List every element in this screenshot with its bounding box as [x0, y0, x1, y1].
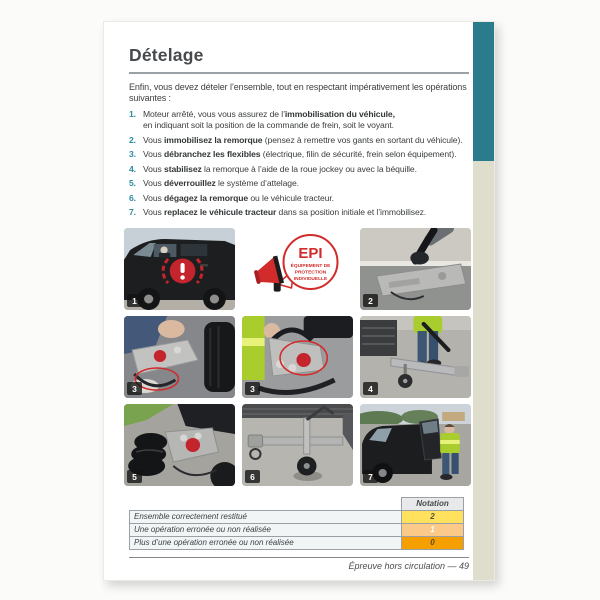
notation-value-2: 0 — [402, 536, 464, 549]
epi-title: EPI — [298, 245, 323, 262]
step-text: ou le véhicule tracteur. — [248, 192, 334, 203]
step-2-text — [143, 135, 463, 146]
megaphone-icon — [252, 256, 286, 297]
step-6-text — [143, 193, 334, 204]
title-underline — [129, 72, 469, 74]
photo-step-7 — [360, 404, 471, 486]
step-4-number: 4. — [129, 163, 136, 174]
photo-number-badge: 4 — [363, 382, 378, 395]
step-text-bold: dégagez la remorque — [164, 192, 249, 203]
manual-page — [103, 21, 495, 581]
step-1-text — [143, 109, 395, 131]
photo-number-badge: 1 — [127, 294, 142, 307]
photo-number-badge: 6 — [245, 470, 260, 483]
page-edge-strip — [473, 22, 494, 580]
steps-list — [129, 109, 469, 218]
photo-number-badge: 5 — [127, 470, 142, 483]
chapter-color-tab — [473, 22, 494, 161]
notation-row-3 — [130, 536, 464, 549]
intro-paragraph — [129, 82, 469, 104]
intro-line-1: Enfin, vous devez dételer l’ensemble, tout en respectant impérativement les opérations — [129, 82, 467, 92]
step-6 — [129, 193, 469, 204]
notation-value-0: 2 — [402, 510, 464, 523]
photo-number-badge: 3 — [245, 382, 260, 395]
notation-value-1: 1 — [402, 523, 464, 536]
notation-header-cell: Notation — [402, 498, 464, 511]
step-text: Vous — [143, 207, 165, 217]
step-text: Moteur arrêté, vous vous assurez de l’ — [143, 109, 285, 119]
notation-label-1: Ensemble correctement restitué — [130, 510, 402, 523]
step-text: (pensez à remettre vos gants en sortant du véhicule). — [262, 134, 463, 145]
notation-row-1 — [130, 510, 464, 523]
photo-step-1 — [124, 228, 235, 310]
step-text-bold: immobilisez la remorque — [164, 134, 263, 145]
epi-line-1: ÉQUIPEMENT DE — [290, 264, 331, 269]
step-6-number: 6. — [129, 192, 136, 203]
page-content — [129, 22, 469, 571]
step-text-bold: stabilisez — [164, 163, 202, 174]
epi-logo — [242, 228, 353, 310]
intro-line-2: suivantes : — [129, 93, 171, 103]
step-text: Vous — [143, 192, 165, 203]
step-1 — [129, 109, 469, 131]
step-text: (électrique, filin de sécurité, frein selon équipement). — [260, 149, 457, 159]
step-1-line-2: en indiquant soit la position de la commande de frein, soit le voyant. — [143, 120, 394, 130]
epi-line-2: PROTECTION — [294, 270, 327, 276]
step-text-bold: replacez le véhicule tracteur — [164, 207, 277, 217]
photo-number-badge: 7 — [363, 470, 378, 483]
step-7-number: 7. — [129, 207, 136, 217]
step-2 — [129, 135, 469, 146]
step-text: Vous — [143, 149, 165, 159]
step-text: Vous — [143, 134, 165, 145]
notation-header-spacer — [130, 498, 402, 511]
notation-header-row — [130, 498, 464, 511]
step-text-bold: immobilisation du véhicule, — [284, 109, 395, 119]
photo-step-3a — [124, 316, 235, 398]
step-text-bold: déverrouillez — [164, 178, 216, 188]
photo-step-3b — [242, 316, 353, 398]
step-text: la remorque à l’aide de la roue jockey ou avec la béquille. — [201, 163, 417, 174]
photo-step-6 — [242, 404, 353, 486]
epi-logo-cell — [242, 228, 353, 310]
photo-number-badge: 3 — [127, 382, 142, 395]
step-5-number: 5. — [129, 178, 136, 188]
page-footer: Épreuve hors circulation — 49 — [129, 557, 469, 571]
step-3 — [129, 149, 469, 160]
step-text: Vous — [143, 178, 165, 188]
step-3-text — [143, 149, 456, 160]
step-7-text — [143, 207, 426, 218]
step-text: le système d’attelage. — [215, 178, 299, 188]
notation-label-2: Une opération erronée ou non réalisée — [130, 523, 402, 536]
step-3-number: 3. — [129, 149, 136, 159]
step-2-number: 2. — [129, 134, 136, 145]
notation-row-2 — [130, 523, 464, 536]
step-text: dans sa position initiale et l’immobilisez. — [276, 207, 427, 217]
epi-line-3: INDIVIDUELLE — [293, 277, 328, 282]
step-5-text — [143, 178, 299, 189]
step-text: Vous — [143, 163, 165, 174]
page-title: Dételage — [129, 45, 204, 65]
notation-table — [129, 497, 464, 550]
step-5 — [129, 178, 469, 189]
photo-step-4 — [360, 316, 471, 398]
step-7 — [129, 207, 469, 218]
photo-step-2 — [360, 228, 471, 310]
step-4 — [129, 164, 469, 175]
photo-step-5 — [124, 404, 235, 486]
step-1-number: 1. — [129, 109, 136, 119]
step-4-text — [143, 164, 417, 175]
notation-label-3: Plus d’une opération erronée ou non réalisée — [130, 536, 402, 549]
photo-number-badge: 2 — [363, 294, 378, 307]
step-text-bold: débranchez les flexibles — [164, 149, 261, 159]
photo-grid — [124, 228, 471, 486]
